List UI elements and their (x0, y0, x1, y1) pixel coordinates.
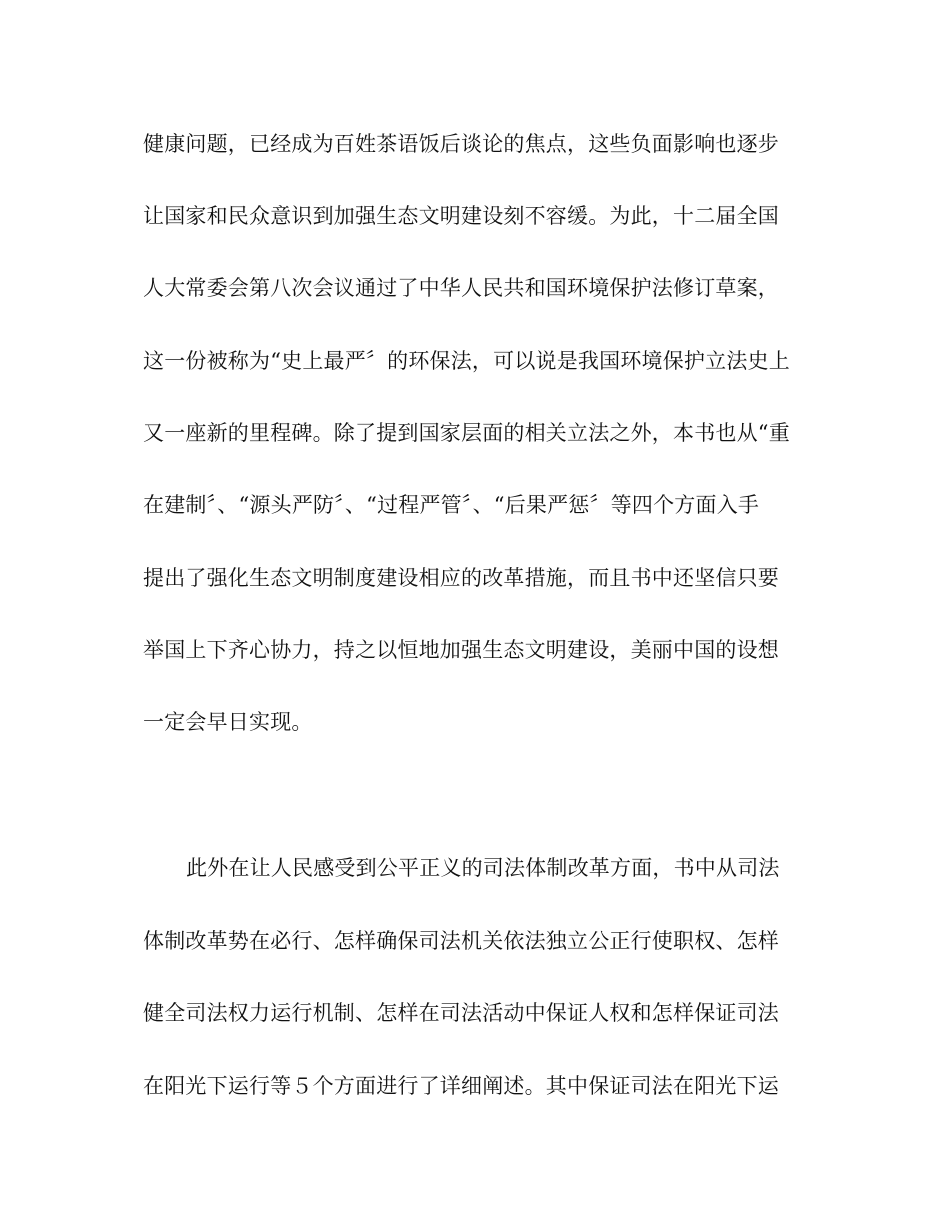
paragraph-2-line-2: 体制改革势在必行、怎样确保司法机关依法独立公正行使职权、怎样 (143, 929, 779, 953)
paragraph-1-line-6: 在建制〞、“源头严防〞、“过程严管〞、“后果严惩〞等四个方面入手 (143, 493, 760, 517)
paragraph-1-line-5: 又一座新的里程碑。除了提到国家层面的相关立法之外，本书也从“重 (143, 421, 790, 445)
paragraph-2-line-4: 在阳光下运行等５个方面进行了详细阐述。其中保证司法在阳光下运 (143, 1074, 779, 1098)
paragraph-1-line-7: 提出了强化生态文明制度建设相应的改革措施，而且书中还坚信只要 (143, 566, 779, 590)
paragraph-2-line-3: 健全司法权力运行机制、怎样在司法活动中保证人权和怎样保证司法 (143, 1001, 779, 1025)
paragraph-1-line-8: 举国上下齐心协力，持之以恒地加强生态文明建设，美丽中国的设想 (143, 638, 779, 662)
paragraph-1-line-9: 一定会早日实现。 (143, 710, 313, 734)
paragraph-1-line-2: 让国家和民众意识到加强生态文明建设刻不容缓。为此，十二届全国 (143, 204, 779, 228)
paragraph-1-line-4: 这一份被称为“史上最严〞的环保法，可以说是我国环境保护立法史上 (143, 349, 790, 373)
paragraph-2-line-1: 此外在让人民感受到公平正义的司法体制改革方面，书中从司法 (186, 856, 780, 880)
paragraph-1-line-3: 人大常委会第八次会议通过了中华人民共和国环境保护法修订草案， (143, 276, 779, 300)
paragraph-1-line-1: 健康问题，已经成为百姓茶语饭后谈论的焦点，这些负面影响也逐步 (143, 132, 779, 156)
